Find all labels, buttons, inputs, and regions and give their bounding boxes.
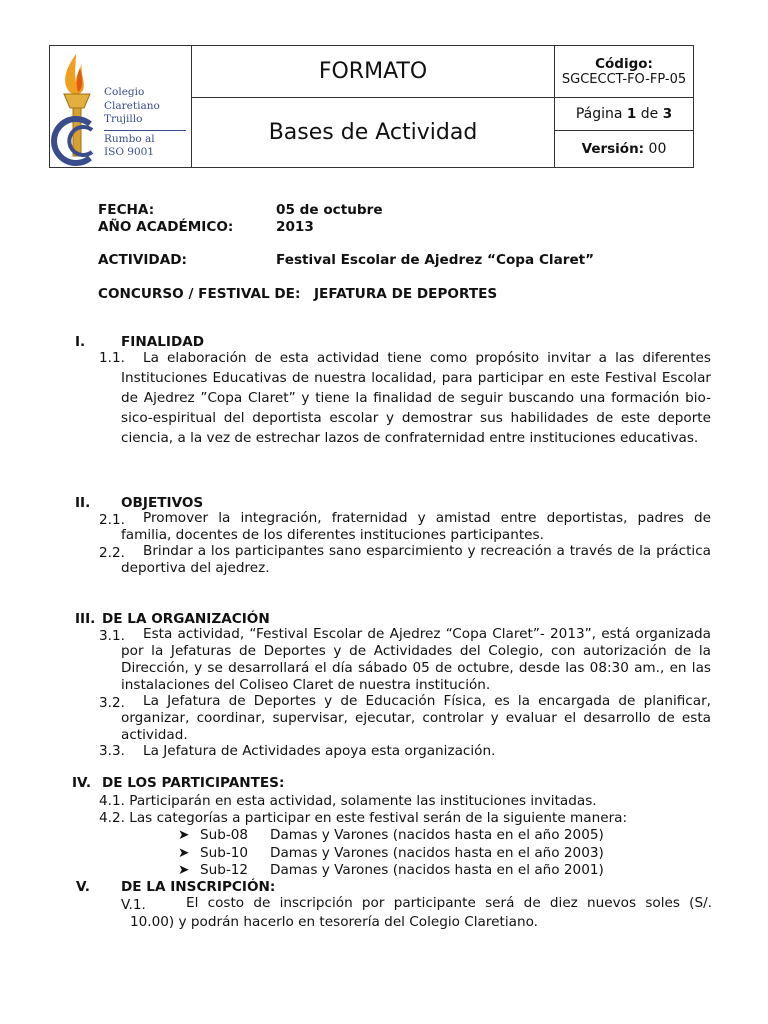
logo-rule (104, 130, 186, 131)
anio-label: AÑO ACADÉMICO: (98, 219, 234, 235)
logo-line: ISO 9001 (104, 146, 155, 159)
section-2-number: II. (75, 495, 91, 511)
item-2-1-text: Promover la integración, fraternidad y amistad entre deportistas, padres de familia, docentes de los diferentes instituciones participantes. (121, 510, 711, 543)
code-label: Código: (595, 56, 653, 72)
item-5-1-text: El costo de inscripción por participante será de diez nuevos soles (S/. (186, 895, 712, 911)
category-desc: Damas y Varones (nacidos hasta en el año 2001) (270, 862, 604, 878)
section-1-title: FINALIDAD (121, 334, 205, 350)
format-label-cell (192, 46, 555, 98)
section-1-number: I. (75, 334, 86, 350)
item-1-1-text: La elaboración de esta actividad tiene como propósito invitar a las diferentes Instituciones Educativas de nuestra localidad, para participar en este Festival Escolar de Ajedrez ”Copa Claret” y tiene la finalidad de seguir buscando una formación bio-sico-espiritual del deportista escolar y demostrar sus habilidades de este deporte ciencia, a la vez de estrechar lazos de confraternidad entre instituciones educativas. (121, 350, 711, 446)
format-label: FORMATO (318, 59, 428, 84)
section-4-number: IV. (72, 775, 91, 791)
category-desc: Damas y Varones (nacidos hasta en el año 2003) (270, 845, 604, 861)
section-3-title: DE LA ORGANIZACIÓN (102, 611, 270, 627)
section-5-number: V. (76, 879, 90, 895)
code-value: SGCECCT-FO-FP-05 (561, 72, 687, 87)
page-number: 1 (626, 106, 637, 122)
page-cell (555, 98, 694, 131)
item-4-1-text: 4.1. Participarán en esta actividad, solamente las instituciones invitadas. (99, 793, 597, 809)
bullet-arrow-icon: ➤ (178, 827, 190, 843)
section-4-title: DE LOS PARTICIPANTES: (102, 775, 285, 791)
section-3-number: III. (75, 611, 96, 627)
actividad-value: Festival Escolar de Ajedrez “Copa Claret” (276, 252, 595, 268)
version-value: 00 (648, 141, 667, 157)
section-5-title: DE LA INSCRIPCIÓN: (121, 879, 276, 895)
item-3-2-number: 3.2. (99, 695, 125, 711)
page-total: 3 (662, 106, 673, 122)
fecha-value: 05 de octubre (276, 202, 383, 218)
logo-text (104, 86, 186, 160)
item-2-2-number: 2.2. (99, 545, 125, 561)
doc-title: Bases de Actividad (268, 120, 478, 145)
category-name: Sub-12 (200, 862, 249, 878)
concurso-label: CONCURSO / FESTIVAL DE: (98, 286, 301, 302)
concurso-value: JEFATURA DE DEPORTES (314, 286, 498, 302)
header-table (49, 45, 694, 168)
logo-line: Rumbo al (104, 132, 155, 145)
logo-cell (50, 46, 192, 168)
section-2-title: OBJETIVOS (121, 495, 204, 511)
item-3-3-number: 3.3. (99, 743, 125, 759)
logo-line: Colegio (104, 86, 145, 98)
actividad-label: ACTIVIDAD: (98, 252, 187, 268)
item-5-1-number: V.1. (121, 897, 146, 913)
item-2-2-text: Brindar a los participantes sano esparcimiento y recreación a través de la práctica deportiva del ajedrez. (121, 543, 711, 576)
page-of: de (640, 106, 659, 122)
item-3-1-text: Esta actividad, “Festival Escolar de Ajedrez “Copa Claret”- 2013”, está organizada por la Jefaturas de Deportes y de Actividades del Colegio, con autorización de la Dirección, y se desarrollará el día sábado 05 de octubre, desde las 08:30 am., en las instalaciones del Coliseo Claret de nuestra institución. (121, 626, 711, 693)
category-name: Sub-10 (200, 845, 249, 861)
code-cell (555, 46, 694, 98)
bullet-arrow-icon: ➤ (178, 845, 190, 861)
school-logo (50, 46, 191, 167)
fecha-label: FECHA: (98, 202, 155, 218)
version-cell (555, 131, 694, 168)
item-3-3-text: La Jefatura de Actividades apoya esta organización. (143, 743, 496, 759)
item-5-1-continuation: 10.00) y podrán hacerlo en tesorería del Colegio Claretiano. (130, 914, 538, 930)
category-name: Sub-08 (200, 827, 249, 843)
item-2-1-number: 2.1. (99, 512, 125, 528)
item-4-2-text: 4.2. Las categorías a participar en este festival serán de la siguiente manera: (99, 810, 628, 826)
bullet-arrow-icon: ➤ (178, 862, 190, 878)
item-3-1-number: 3.1. (99, 628, 125, 644)
category-desc: Damas y Varones (nacidos hasta en el año 2005) (270, 827, 604, 843)
anio-value: 2013 (276, 219, 314, 235)
logo-line: Trujillo (104, 113, 143, 126)
version-label: Versión: (581, 141, 645, 157)
item-1-1-number: 1.1. (99, 350, 125, 366)
item-3-2-text: La Jefatura de Deportes y de Educación Física, es la encargada de planificar, organizar, coordinar, supervisar, ejecutar, controlar y evaluar el desarrollo de esta actividad. (121, 693, 711, 743)
doc-title-cell (192, 98, 555, 168)
page-word: Página (575, 106, 623, 122)
logo-line: Claretiano (104, 99, 160, 112)
